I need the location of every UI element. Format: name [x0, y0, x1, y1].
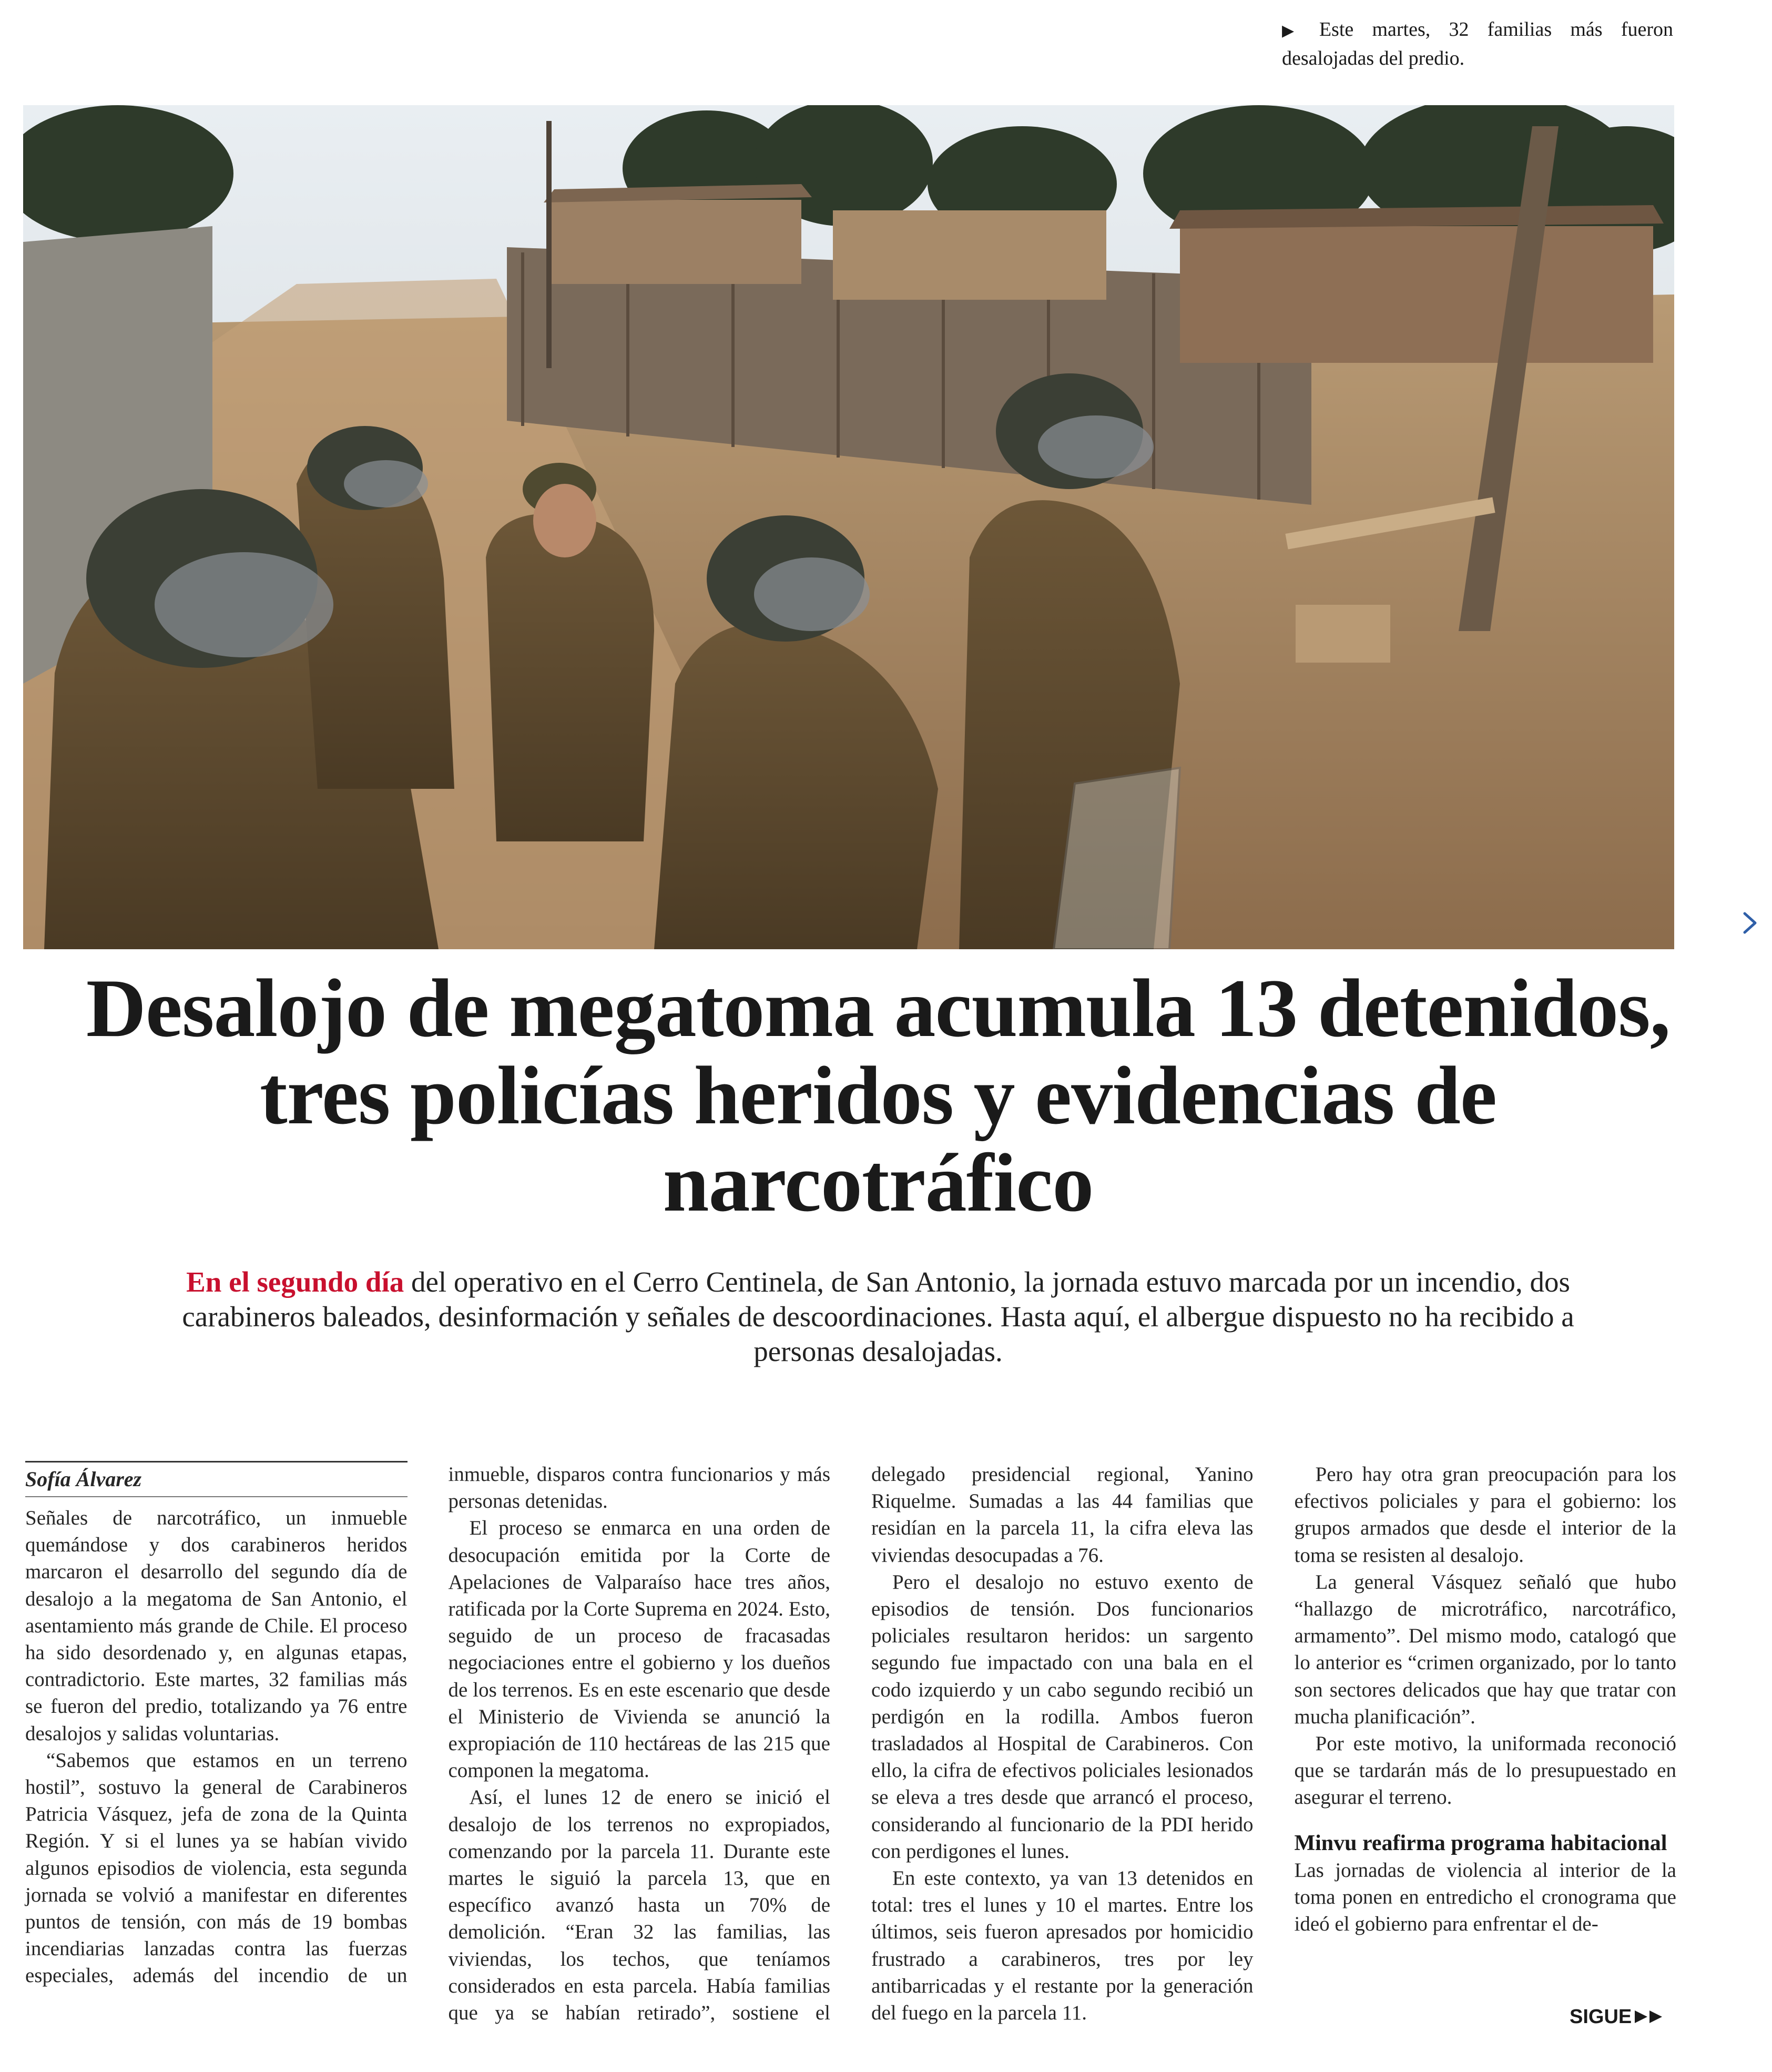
article-body: [25, 1461, 1676, 2034]
continue-link[interactable]: [1570, 2004, 1675, 2030]
lead-highlight: En el segundo día: [186, 1266, 404, 1298]
paragraph: Las jornadas de violencia al interior de la toma ponen en entredicho el cronograma que ideó el gobierno para enfrentar el de-: [1294, 1858, 1676, 1936]
caption-text: Este martes, 32 familias más fueron desalojadas del predio.: [1282, 18, 1673, 69]
play-triangle-icon: ▶: [1282, 22, 1308, 39]
paragraph: Por este motivo, la uniformada reconoció que se tardarán más de lo presupuestado en asegurar el terreno.: [1294, 1732, 1676, 1809]
paragraph: En este contexto, ya van 13 detenidos en total: tres el lunes y 10 el martes. Entre los últimos, seis fueron apresados por homicidio frustrado a carabineros, tres por ley antibarricadas y el restante por la generación del fuego en la parcela 11.: [871, 1867, 1254, 2025]
photo-caption: [1282, 16, 1673, 72]
lead-paragraph: [158, 1265, 1598, 1369]
paragraph: La general Vásquez señaló que hubo “hallazgo de microtráfico, narcotráfico, armamento”. Del mismo modo, catalogó que lo anterior es “crimen organizado, por lo tanto son sectores delicados que hay que tratar con mucha planificación”.: [1294, 1570, 1676, 1728]
headline: Desalojo de megatoma acumula 13 detenidos, tres policías heridos y evidencias de narcotráfico: [86, 962, 1671, 1229]
paragraph: Señales de narcotráfico, un inmueble quemándose y dos carabineros heridos marcaron el desarrollo del segundo día de desalojo a la megatoma de San Antonio, el asentamiento más grande de Chile. El proceso ha sido desordenado y, en algunas etapas, contradictorio. Este martes, 32 familias más se fueron del predio, totalizando ya 76 entre desalojos y salidas voluntarias.: [25, 1507, 408, 1745]
paragraph: Pero hay otra gran preocupación para los efectivos policiales y para el gobierno: los grupos armados que desde el interior de la toma se resisten al desalojo.: [1294, 1463, 1676, 1567]
photo-carabineros-icon: [23, 105, 1674, 949]
byline: Sofía Álvarez: [25, 1461, 408, 1497]
subhead: Minvu reafirma programa habitacional: [1294, 1831, 1667, 1855]
lead-text: del operativo en el Cerro Centinela, de San Antonio, la jornada estuvo marcada por un incendio, dos carabineros baleados, desinformación y señales de descoordinaciones. Hasta aquí, el albergue dispuesto no ha recibido a personas desalojadas.: [182, 1266, 1574, 1367]
main-photo: [23, 105, 1674, 949]
double-arrow-right-icon: [1634, 2009, 1665, 2025]
paragraph: El proceso se enmarca en una orden de desocupación emitida por la Corte de Apelaciones de Valparaíso hace tres años, ratificada por la Corte Suprema en 2024. Esto, seguido de un proceso de fracasadas negociaciones entre el gobierno y los dueños de los terrenos. Es en este escenario que desde el Ministerio de Vivienda se anunció la expropiación de 110 hectáreas de las 215 que componen la megatoma.: [448, 1517, 830, 1782]
paragraph: Pero el desalojo no estuvo exento de episodios de tensión. Dos funcionarios policiales resultaron heridos: un sargento segundo fue impactado con una bala en el codo izquierdo y un cabo segundo recibió un perdigón en la rodilla. Ambos fueron trasladados al Hospital de Carabineros. Con ello, la cifra de efectivos policiales lesionados se eleva a tres desde que arrancó el proceso, considerando al funcionario de la PDI herido con perdigones el lunes.: [871, 1570, 1254, 1863]
continue-label: SIGUE: [1570, 2006, 1632, 2028]
paragraph: Así, el lunes 12 de enero se inició el desalojo de los terrenos no expropiados, comenzando por la parcela 11. Durante este martes le siguió la parcela 13, que en específico avanzó hasta un 70% de demolición. “Eran 32 las familias, las viviendas, los techos, que teníamos considerados en esta parcela. Había familias que ya se habían retirado”, sostiene el delegado presidencial regional, Yanino Riquelme. Sumadas a las 44 familias que residían en la parcela 11, la cifra eleva las viviendas desocupadas a 76.: [448, 1463, 1254, 2025]
paragraph: “Sabemos que estamos en un terreno hostil”, sostuvo la general de Carabineros Patricia Vásquez, jefa de zona de la Quinta Región. Y si el lunes ya se habían vivido algunos episodios de violencia, esta segunda jornada se volvió a manifestar en diferentes puntos de tensión, con más de 19 bombas incendiarias lanzadas contra las fuerzas especiales, además del incendio de un inmueble, disparos contra funcionarios y más personas detenidas.: [25, 1463, 830, 1987]
chevron-right-icon[interactable]: [1738, 907, 1761, 939]
